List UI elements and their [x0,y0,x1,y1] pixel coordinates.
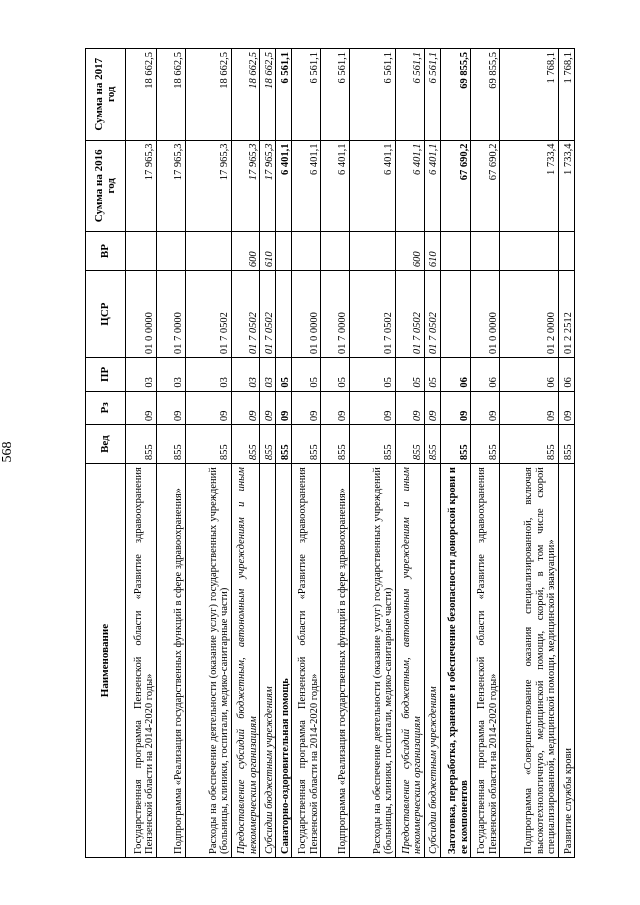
table-row [424,49,440,858]
cell-vr [321,232,350,271]
table-row [185,49,231,858]
cell-ved: 855 [395,425,424,464]
table-row [292,49,321,858]
cell-vr: 610 [260,232,276,271]
cell-ved: 855 [292,425,321,464]
cell-rz: 09 [349,391,395,424]
cell-name: Субсидии бюджетным учреждениям [424,464,440,858]
cell-name: Расходы на обеспечение деятельности (оказание услуг) государственных учреждений (больницы, клиники, госпитали, медико-санитарные части) [349,464,395,858]
cell-s2016: 6 401,1 [321,140,350,232]
cell-name: Санаторно-оздоровительная помощь [276,464,292,858]
cell-ved: 855 [321,425,350,464]
cell-ved: 855 [424,425,440,464]
cell-ved: 855 [440,425,471,464]
cell-name: Заготовка, переработка, хранение и обеспечение безопасности донорской крови и ее компонентов [440,464,471,858]
page-number: 568 [0,441,15,463]
col-ved-header: Вед [86,425,126,464]
cell-s2017: 18 662,5 [231,49,260,141]
cell-s2016: 6 401,1 [349,140,395,232]
cell-ved: 855 [156,425,185,464]
table-row [260,49,276,858]
cell-s2017: 6 561,1 [424,49,440,141]
cell-name: Подпрограмма «Совершенствование оказания специализированной, включая высокотехнологичную, медицинской помощи, скорой, в том числе скорой специализированной, медицинской помощи, медицинской эвакуации» [500,464,559,858]
cell-name: Предоставление субсидий бюджетным, автономным учреждениям и иным некоммерческим организациям [395,464,424,858]
cell-rz: 09 [424,391,440,424]
cell-s2017: 1 768,1 [558,49,574,141]
table-body [126,49,575,858]
cell-rz: 09 [440,391,471,424]
cell-name: Государственная программа Пензенской области «Развитие здравоохранения Пензенской области на 2014-2020 годы» [471,464,500,858]
cell-pr: 03 [185,358,231,391]
cell-csr [440,271,471,358]
cell-csr: 01 7 0502 [395,271,424,358]
col-rz-header: Рз [86,391,126,424]
cell-rz: 09 [321,391,350,424]
rotated-page [85,48,575,858]
cell-s2017: 6 561,1 [321,49,350,141]
cell-name: Развитие службы крови [558,464,574,858]
cell-ved: 855 [231,425,260,464]
cell-s2016: 17 965,3 [185,140,231,232]
cell-ved: 855 [260,425,276,464]
cell-rz: 09 [231,391,260,424]
cell-s2016: 1 733,4 [500,140,559,232]
cell-name: Субсидии бюджетным учреждениям [260,464,276,858]
cell-csr: 01 0 0000 [126,271,157,358]
cell-rz: 09 [471,391,500,424]
cell-vr [156,232,185,271]
cell-csr: 01 7 0502 [424,271,440,358]
table-row [500,49,559,858]
cell-vr [126,232,157,271]
cell-vr [500,232,559,271]
cell-pr: 03 [260,358,276,391]
table-row [349,49,395,858]
cell-rz: 09 [395,391,424,424]
cell-vr: 600 [231,232,260,271]
cell-ved: 855 [500,425,559,464]
cell-s2017: 1 768,1 [500,49,559,141]
cell-pr: 05 [395,358,424,391]
table-row [395,49,424,858]
col-csr-header: ЦСР [86,271,126,358]
budget-table [85,48,575,858]
cell-s2017: 18 662,5 [185,49,231,141]
cell-s2016: 17 965,3 [156,140,185,232]
cell-csr [276,271,292,358]
cell-vr [471,232,500,271]
cell-pr: 05 [276,358,292,391]
cell-pr: 05 [292,358,321,391]
cell-vr [292,232,321,271]
cell-s2016: 6 401,1 [424,140,440,232]
cell-vr [185,232,231,271]
cell-s2017: 18 662,5 [260,49,276,141]
cell-ved: 855 [276,425,292,464]
cell-s2017: 6 561,1 [292,49,321,141]
cell-csr: 01 2 2512 [558,271,574,358]
cell-s2016: 17 965,3 [126,140,157,232]
cell-name: Предоставление субсидий бюджетным, автономным учреждениям и иным некоммерческим организациям [231,464,260,858]
cell-s2017: 18 662,5 [156,49,185,141]
cell-pr: 03 [126,358,157,391]
cell-pr: 06 [471,358,500,391]
cell-csr: 01 0 0000 [471,271,500,358]
cell-name: Подпрограмма «Реализация государственных функций в сфере здравоохранения» [321,464,350,858]
cell-s2016: 67 690,2 [440,140,471,232]
cell-csr: 01 7 0000 [321,271,350,358]
cell-pr: 05 [424,358,440,391]
cell-csr: 01 7 0000 [156,271,185,358]
cell-s2017: 69 855,5 [440,49,471,141]
cell-pr: 03 [231,358,260,391]
cell-csr: 01 2 0000 [500,271,559,358]
cell-vr [276,232,292,271]
cell-s2017: 6 561,1 [349,49,395,141]
cell-ved: 855 [558,425,574,464]
cell-s2016: 6 401,1 [395,140,424,232]
table-row [471,49,500,858]
cell-name: Государственная программа Пензенской области «Развитие здравоохранения Пензенской области на 2014-2020 годы» [292,464,321,858]
cell-vr [440,232,471,271]
cell-s2016: 6 401,1 [276,140,292,232]
cell-pr: 03 [156,358,185,391]
cell-s2017: 6 561,1 [395,49,424,141]
table-row [321,49,350,858]
cell-ved: 855 [471,425,500,464]
col-pr-header: ПР [86,358,126,391]
cell-s2017: 6 561,1 [276,49,292,141]
cell-ved: 855 [349,425,395,464]
cell-rz: 09 [292,391,321,424]
cell-rz: 09 [156,391,185,424]
cell-csr: 01 7 0502 [260,271,276,358]
cell-s2016: 17 965,3 [231,140,260,232]
cell-pr: 06 [558,358,574,391]
table-row [558,49,574,858]
cell-ved: 855 [126,425,157,464]
cell-pr: 05 [321,358,350,391]
col-2017-header: Сумма на 2017 год [86,49,126,141]
cell-pr: 06 [440,358,471,391]
cell-s2016: 67 690,2 [471,140,500,232]
cell-rz: 09 [185,391,231,424]
cell-vr [349,232,395,271]
table-row [231,49,260,858]
table-row [126,49,157,858]
cell-s2016: 17 965,3 [260,140,276,232]
col-vr-header: ВР [86,232,126,271]
cell-vr: 610 [424,232,440,271]
cell-csr: 01 0 0000 [292,271,321,358]
cell-name: Расходы на обеспечение деятельности (оказание услуг) государственных учреждений (больницы, клиники, госпитали, медико-санитарные части) [185,464,231,858]
cell-s2017: 18 662,5 [126,49,157,141]
col-name-header: Наименование [86,464,126,858]
table-row [440,49,471,858]
cell-csr: 01 7 0502 [231,271,260,358]
cell-rz: 09 [260,391,276,424]
cell-pr: 05 [349,358,395,391]
table-row [156,49,185,858]
cell-s2017: 69 855,5 [471,49,500,141]
col-2016-header: Сумма на 2016 год [86,140,126,232]
cell-csr: 01 7 0502 [349,271,395,358]
cell-rz: 09 [558,391,574,424]
cell-ved: 855 [185,425,231,464]
cell-csr: 01 7 0502 [185,271,231,358]
cell-name: Подпрограмма «Реализация государственных функций в сфере здравоохранения» [156,464,185,858]
cell-pr: 06 [500,358,559,391]
cell-rz: 09 [276,391,292,424]
cell-s2016: 1 733,4 [558,140,574,232]
cell-rz: 09 [500,391,559,424]
header-row [86,49,126,858]
cell-vr [558,232,574,271]
cell-s2016: 6 401,1 [292,140,321,232]
table-row [276,49,292,858]
cell-name: Государственная программа Пензенской области «Развитие здравоохранения Пензенской области на 2014-2020 годы» [126,464,157,858]
cell-rz: 09 [126,391,157,424]
cell-vr: 600 [395,232,424,271]
